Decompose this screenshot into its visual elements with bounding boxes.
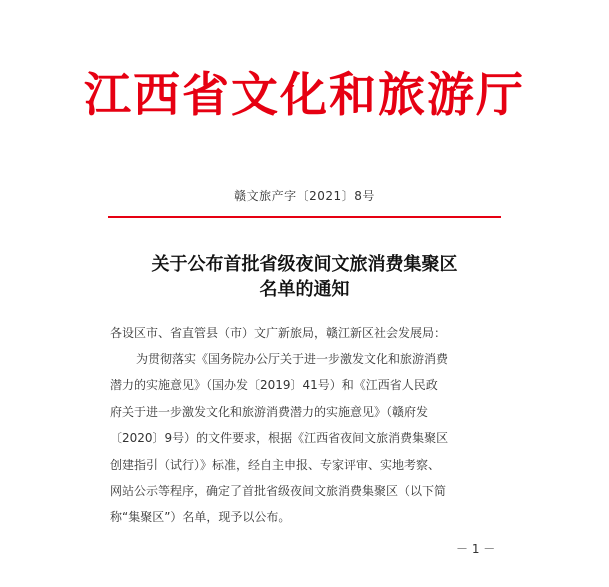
red-divider-line <box>108 216 501 218</box>
title-line-1: 关于公布首批省级夜间文旅消费集聚区 <box>151 254 458 275</box>
salutation: 各设区市、省直管县（市）文广新旅局，赣江新区社会发展局： <box>110 326 447 340</box>
body-line: 〔2020〕9号）的文件要求，根据《江西省夜间文旅消费集聚区 <box>110 431 449 446</box>
document-title <box>0 252 609 302</box>
body-line: 网站公示等程序，确定了首批省级夜间文旅消费集聚区（以下简 <box>110 483 447 498</box>
page-number: － 1 － <box>456 542 496 556</box>
body-line: 创建指引（试行）》标准，经自主申报、专家评审、实地考察、 <box>110 457 441 472</box>
title-line-2: 名单的通知 <box>259 279 350 300</box>
body-line: 府关于进一步激发文化和旅游消费潜力的实施意见》（赣府发 <box>110 404 429 419</box>
body-paragraph <box>110 346 510 531</box>
body-line: 为贯彻落实《国务院办公厅关于进一步激发文化和旅游消费 <box>136 352 449 366</box>
body-line: 称“集聚区”）名单，现予以公布。 <box>110 510 291 525</box>
issuer-masthead: 江西省文化和旅游厅 <box>84 68 525 123</box>
document-number: 赣文旅产字〔2021〕8号 <box>234 189 375 203</box>
body-line: 潜力的实施意见》（国办发〔2019〕41号）和《江西省人民政 <box>110 378 438 393</box>
